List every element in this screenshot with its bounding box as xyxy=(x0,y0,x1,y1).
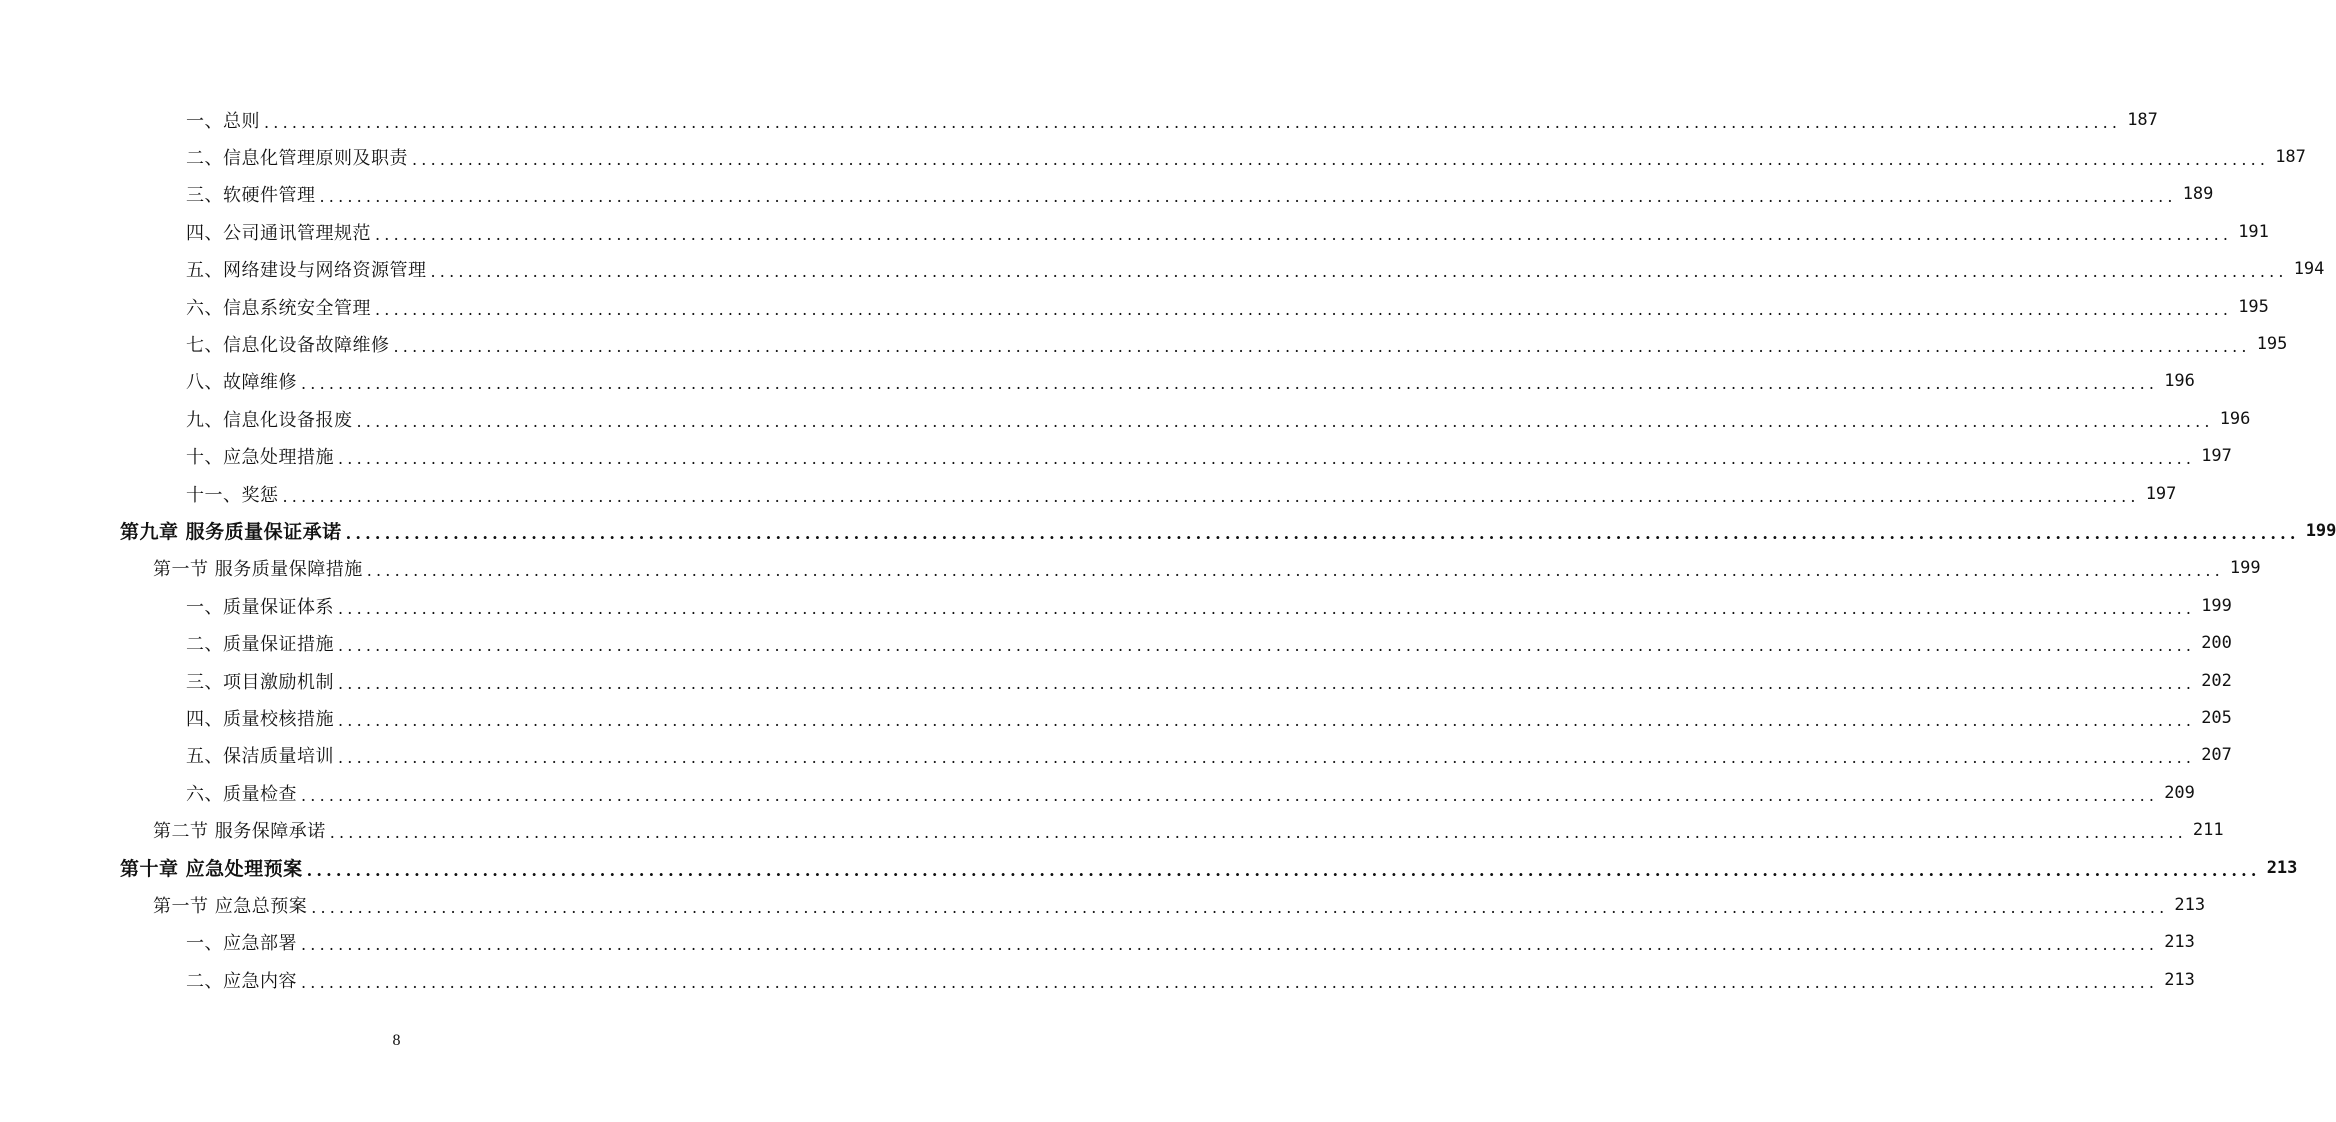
toc-item-entry xyxy=(0,587,2232,624)
toc-entry-page-number: 207 xyxy=(2201,745,2232,766)
toc-item-entry xyxy=(0,213,2269,250)
toc-entry-page-number: 209 xyxy=(2164,782,2195,803)
toc-section-entry xyxy=(0,811,2224,848)
toc-entry-page-number: 199 xyxy=(2201,595,2232,616)
toc-item-entry xyxy=(0,924,2195,961)
toc-entry-page-number: 213 xyxy=(2164,932,2195,953)
toc-dot-leader: ........................................................................................................................................................................................................ xyxy=(301,972,2159,992)
toc-dot-leader: ........................................................................................................................................................................................................ xyxy=(301,785,2159,805)
toc-entry-title: 三、软硬件管理 xyxy=(186,185,316,207)
toc-dot-leader: ........................................................................................................................................................................................................ xyxy=(329,823,2187,843)
toc-entry-title: 一、应急部署 xyxy=(186,933,297,955)
toc-item-entry xyxy=(0,475,2177,512)
toc-entry-page-number: 195 xyxy=(2238,296,2269,317)
toc-entry-title: 二、信息化管理原则及职责 xyxy=(186,148,408,170)
toc-entry-title: 二、应急内容 xyxy=(186,970,297,992)
toc-entry-title: 六、质量检查 xyxy=(186,783,297,805)
toc-dot-leader: ........................................................................................................................................................................................................ xyxy=(338,748,2196,768)
toc-entry-page-number: 187 xyxy=(2275,147,2306,168)
toc-dot-leader: ........................................................................................................................................................................................................ xyxy=(375,224,2233,244)
toc-item-entry xyxy=(0,101,2158,138)
toc-entry-page-number: 196 xyxy=(2219,408,2251,429)
toc-dot-leader: ........................................................................................................................................................................................................ xyxy=(375,299,2233,319)
toc-entry-page-number: 205 xyxy=(2201,707,2232,728)
toc-entry-page-number: 213 xyxy=(2266,857,2298,878)
toc-entry-page-number: 195 xyxy=(2256,334,2288,355)
toc-item-entry xyxy=(0,774,2195,811)
toc-item-entry xyxy=(0,699,2232,736)
toc-chapter-entry xyxy=(0,512,2336,549)
toc-entry-title: 五、保洁质量培训 xyxy=(186,746,334,768)
toc-dot-leader: ........................................................................................................................................................................................................ xyxy=(306,860,2261,880)
toc-entry-title: 二、质量保证措施 xyxy=(186,634,334,656)
toc-entry-title: 三、项目激励机制 xyxy=(186,671,334,693)
toc-dot-leader: ........................................................................................................................................................................................................ xyxy=(393,337,2251,357)
toc-entry-title: 六、信息系统安全管理 xyxy=(186,297,371,319)
toc-dot-leader: ........................................................................................................................................................................................................ xyxy=(338,673,2196,693)
toc-entry-page-number: 196 xyxy=(2164,371,2195,392)
toc-item-entry xyxy=(0,138,2306,175)
toc-item-entry xyxy=(0,325,2288,362)
toc-chapter-entry xyxy=(0,849,2298,886)
toc-item-entry xyxy=(0,363,2195,400)
toc-entry-title: 一、总则 xyxy=(186,110,260,132)
toc-entry-page-number: 202 xyxy=(2201,670,2232,691)
toc-entry-title: 四、质量校核措施 xyxy=(186,708,334,730)
toc-dot-leader: ........................................................................................................................................................................................................ xyxy=(338,710,2196,730)
toc-section-entry xyxy=(0,550,2261,587)
toc-entry-page-number: 211 xyxy=(2192,820,2224,841)
toc-entry-title: 八、故障维修 xyxy=(186,372,297,394)
toc-entry-title: 十、应急处理措施 xyxy=(186,447,334,469)
toc-entry-title: 九、信息化设备报废 xyxy=(186,409,353,431)
toc-item-entry xyxy=(0,176,2214,213)
toc-dot-leader: ........................................................................................................................................................................................................ xyxy=(319,187,2177,207)
toc-dot-leader: ........................................................................................................................................................................................................ xyxy=(345,523,2300,543)
toc-entry-page-number: 199 xyxy=(2229,558,2261,579)
toc-entry-page-number: 213 xyxy=(2174,894,2206,915)
toc-entry-page-number: 197 xyxy=(2145,483,2177,504)
toc-entry-page-number: 199 xyxy=(2305,520,2336,541)
toc-entry-title: 一、质量保证体系 xyxy=(186,596,334,618)
toc-item-entry xyxy=(0,288,2269,325)
toc-entry-page-number: 197 xyxy=(2201,446,2232,467)
toc-section-entry xyxy=(0,886,2206,923)
toc-entry-title: 第二节 服务保障承诺 xyxy=(153,821,326,843)
toc-dot-leader: ........................................................................................................................................................................................................ xyxy=(282,486,2140,506)
toc-entry-title: 第十章 应急处理预案 xyxy=(120,858,303,880)
toc-item-entry xyxy=(0,737,2232,774)
toc-entry-page-number: 213 xyxy=(2164,969,2195,990)
toc-item-entry xyxy=(0,624,2232,661)
toc-dot-leader: ........................................................................................................................................................................................................ xyxy=(366,561,2224,581)
toc-entry-title: 七、信息化设备故障维修 xyxy=(186,335,390,357)
toc-entry-title: 第一节 服务质量保障措施 xyxy=(153,559,363,581)
toc-entry-page-number: 200 xyxy=(2201,633,2232,654)
toc-item-entry xyxy=(0,662,2232,699)
toc-dot-leader: ........................................................................................................................................................................................................ xyxy=(338,449,2196,469)
toc-entry-title: 第九章 服务质量保证承诺 xyxy=(120,521,342,544)
toc-dot-leader: ........................................................................................................................................................................................................ xyxy=(356,411,2214,431)
toc-entry-page-number: 194 xyxy=(2293,259,2325,280)
toc-entry-page-number: 189 xyxy=(2182,184,2214,205)
toc-dot-leader: ........................................................................................................................................................................................................ xyxy=(338,598,2196,618)
toc-entry-page-number: 191 xyxy=(2238,221,2269,242)
toc-item-entry xyxy=(0,961,2195,998)
table-of-contents xyxy=(0,101,2336,998)
toc-dot-leader: ........................................................................................................................................................................................................ xyxy=(301,374,2159,394)
toc-entry-title: 四、公司通讯管理规范 xyxy=(186,222,371,244)
page-number: 8 xyxy=(392,1032,401,1049)
toc-dot-leader: ........................................................................................................................................................................................................ xyxy=(301,935,2159,955)
toc-entry-title: 第一节 应急总预案 xyxy=(153,895,308,917)
toc-entry-title: 五、网络建设与网络资源管理 xyxy=(186,260,427,282)
toc-entry-title: 十一、奖惩 xyxy=(186,484,279,506)
toc-dot-leader: ........................................................................................................................................................................................................ xyxy=(338,636,2196,656)
toc-item-entry xyxy=(0,251,2325,288)
toc-dot-leader: ........................................................................................................................................................................................................ xyxy=(430,262,2288,282)
toc-dot-leader: ........................................................................................................................................................................................................ xyxy=(412,150,2270,170)
toc-dot-leader: ........................................................................................................................................................................................................ xyxy=(264,112,2122,132)
toc-entry-page-number: 187 xyxy=(2127,109,2158,130)
toc-item-entry xyxy=(0,438,2232,475)
toc-item-entry xyxy=(0,400,2251,437)
toc-dot-leader: ........................................................................................................................................................................................................ xyxy=(311,897,2169,917)
